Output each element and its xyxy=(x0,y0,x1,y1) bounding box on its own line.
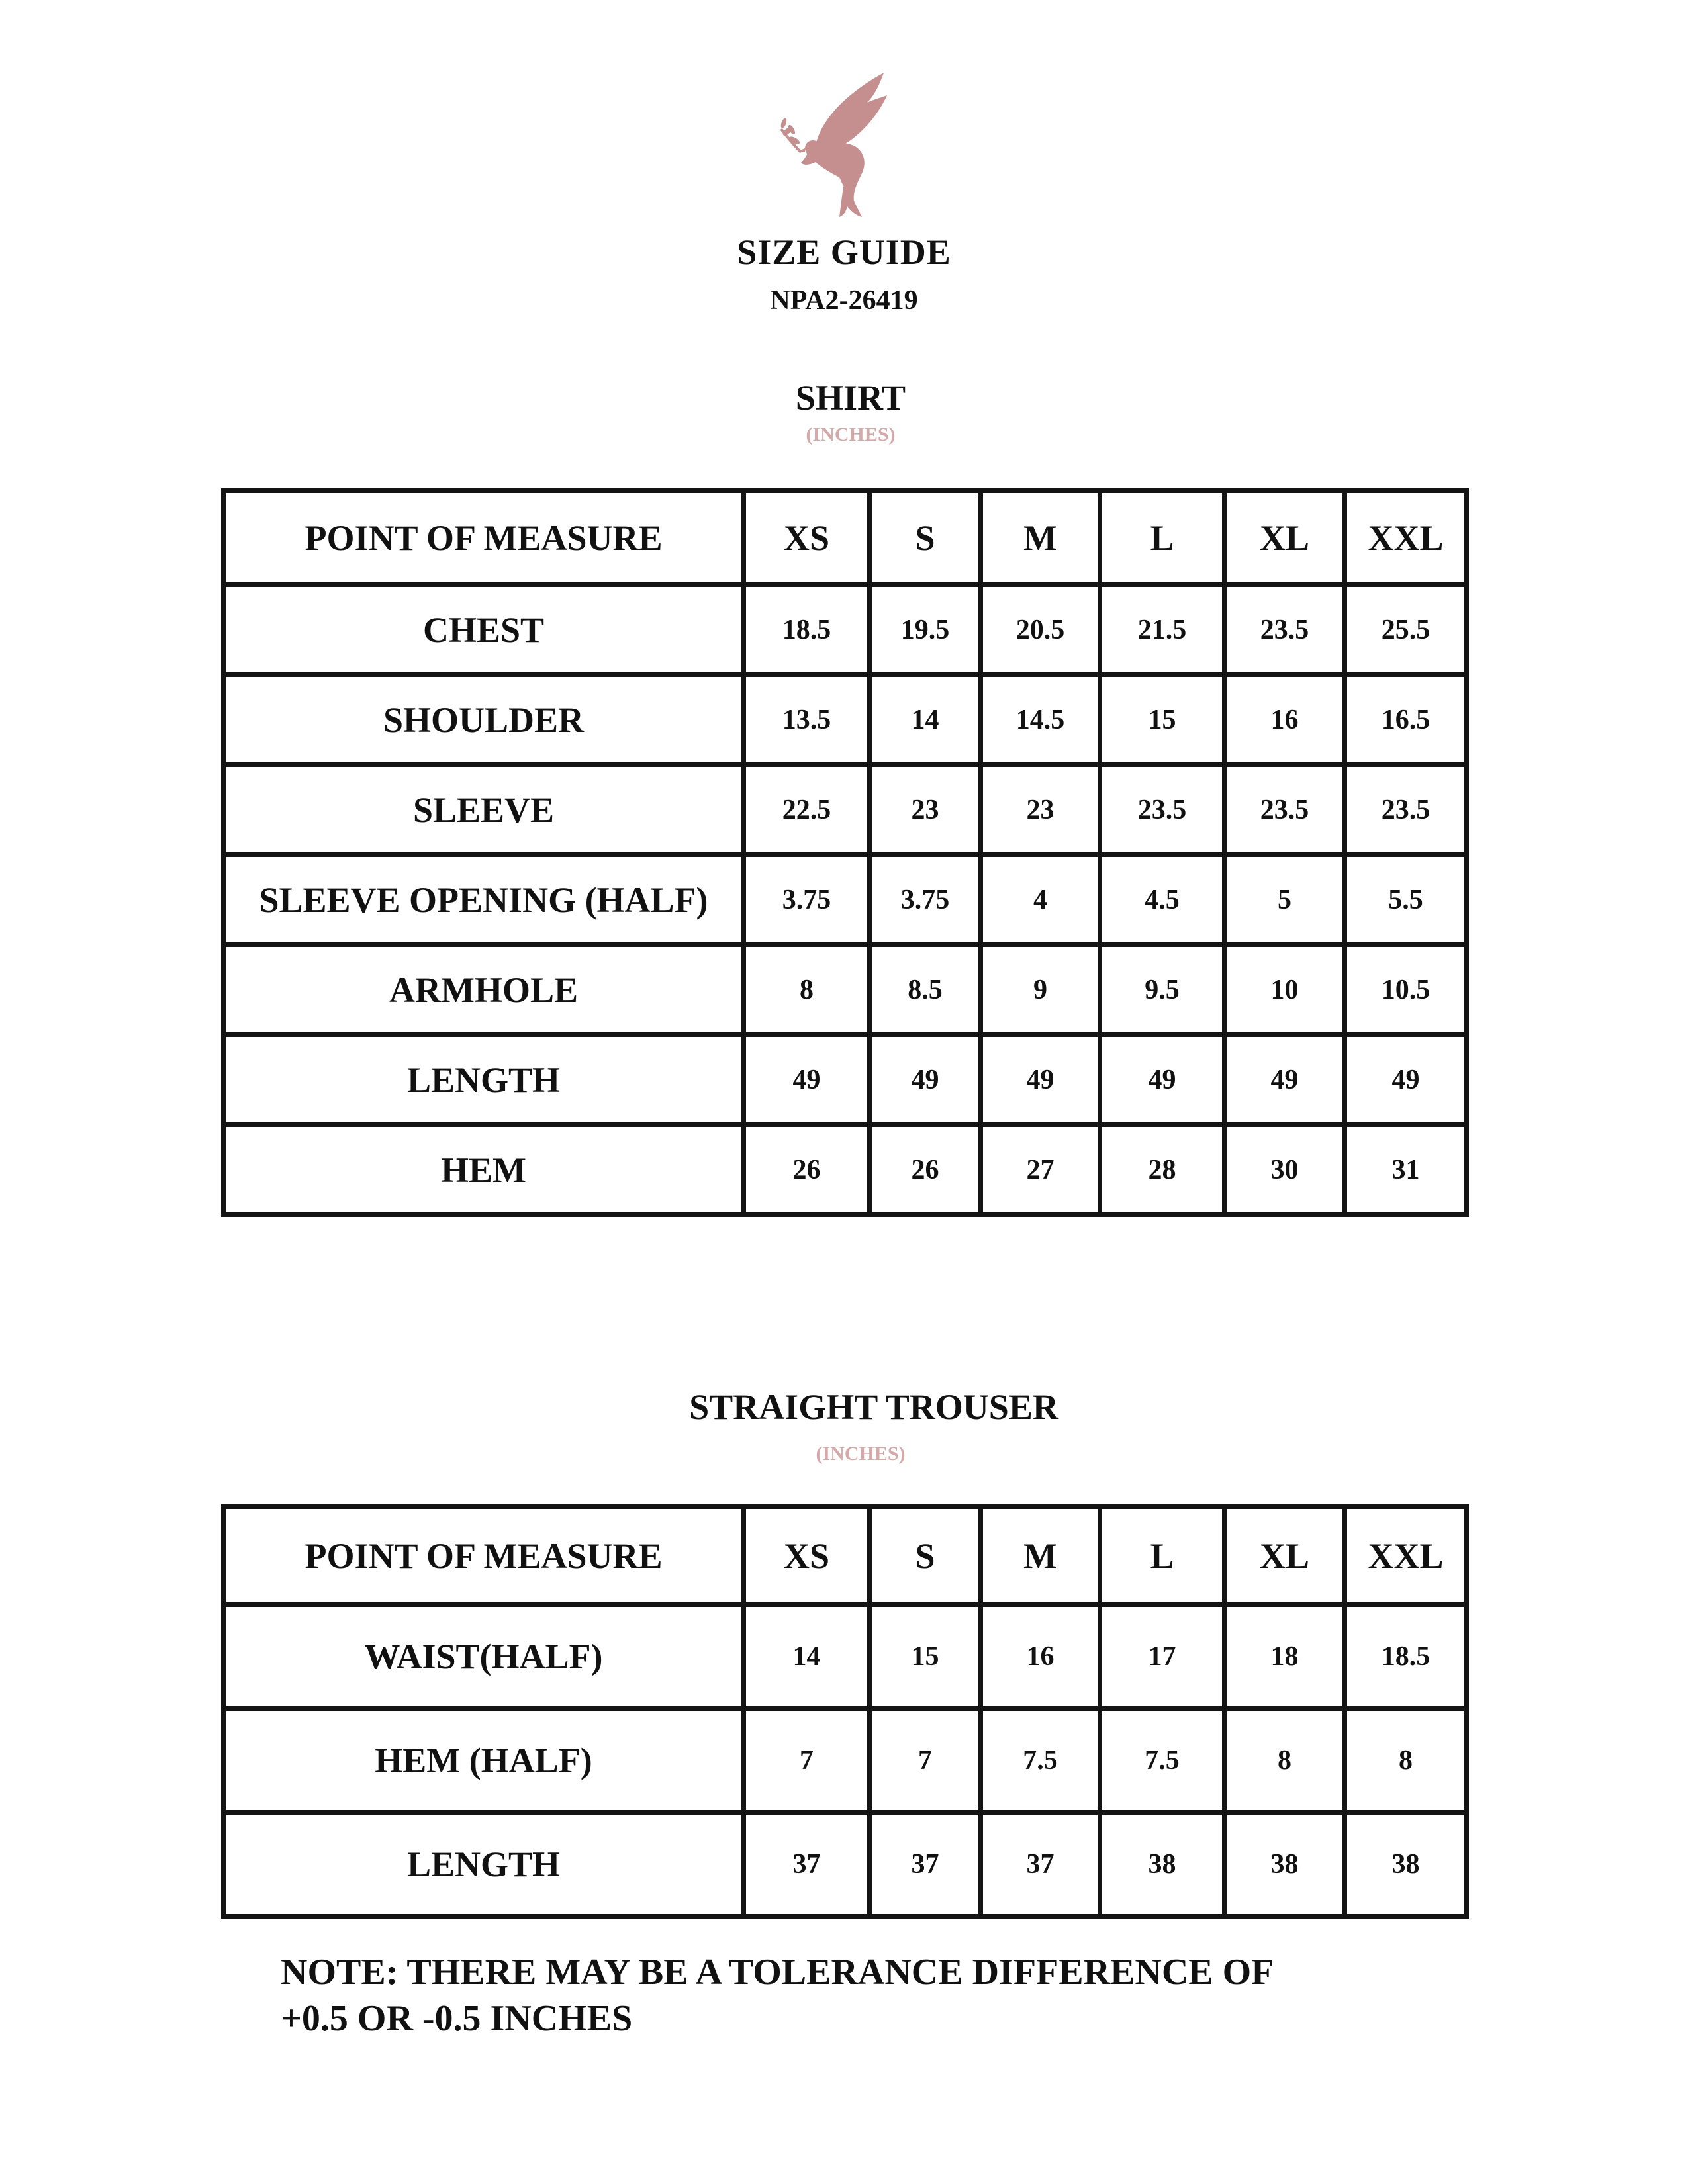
measure-value: 15 xyxy=(1100,675,1225,765)
table-row xyxy=(224,945,1467,1035)
measure-value: 9.5 xyxy=(1100,945,1225,1035)
measure-value: 14 xyxy=(870,675,981,765)
column-header-size: XL xyxy=(1225,1507,1345,1605)
measure-label: HEM (HALF) xyxy=(224,1709,744,1813)
measure-value: 4 xyxy=(981,855,1100,945)
measure-value: 15 xyxy=(870,1605,981,1709)
shirt-size-table xyxy=(221,488,1469,1217)
column-header-size: L xyxy=(1100,1507,1225,1605)
table-header-row xyxy=(224,491,1467,585)
dove-with-olive-branch-icon xyxy=(774,66,907,218)
column-header-size: L xyxy=(1100,491,1225,585)
measure-value: 21.5 xyxy=(1100,585,1225,675)
measure-value: 23.5 xyxy=(1225,765,1345,855)
table-row xyxy=(224,675,1467,765)
measure-value: 37 xyxy=(981,1813,1100,1917)
measure-value: 16 xyxy=(981,1605,1100,1709)
measure-value: 49 xyxy=(1345,1035,1467,1125)
column-header-size: M xyxy=(981,491,1100,585)
measure-value: 49 xyxy=(1225,1035,1345,1125)
measure-value: 23 xyxy=(981,765,1100,855)
measure-value: 26 xyxy=(870,1125,981,1215)
measure-value: 5.5 xyxy=(1345,855,1467,945)
measure-value: 27 xyxy=(981,1125,1100,1215)
measure-value: 31 xyxy=(1345,1125,1467,1215)
measure-value: 8 xyxy=(744,945,870,1035)
table-row xyxy=(224,1709,1467,1813)
measure-value: 17 xyxy=(1100,1605,1225,1709)
measure-value: 22.5 xyxy=(744,765,870,855)
tolerance-note xyxy=(281,1949,1538,2042)
measure-value: 13.5 xyxy=(744,675,870,765)
table-row xyxy=(224,855,1467,945)
measure-value: 25.5 xyxy=(1345,585,1467,675)
measure-value: 7.5 xyxy=(1100,1709,1225,1813)
column-header-size: M xyxy=(981,1507,1100,1605)
measure-value: 23.5 xyxy=(1100,765,1225,855)
measure-value: 49 xyxy=(744,1035,870,1125)
measure-value: 16.5 xyxy=(1345,675,1467,765)
measure-label: SLEEVE OPENING (HALF) xyxy=(224,855,744,945)
column-header-size: XL xyxy=(1225,491,1345,585)
measure-value: 8 xyxy=(1345,1709,1467,1813)
measure-value: 38 xyxy=(1100,1813,1225,1917)
measure-value: 8 xyxy=(1225,1709,1345,1813)
measure-value: 5 xyxy=(1225,855,1345,945)
trouser-section-title: STRAIGHT TROUSER xyxy=(689,1387,1058,1427)
measure-value: 18 xyxy=(1225,1605,1345,1709)
measure-value: 14 xyxy=(744,1605,870,1709)
page-title: SIZE GUIDE xyxy=(737,232,951,272)
measure-value: 23.5 xyxy=(1225,585,1345,675)
measure-value: 14.5 xyxy=(981,675,1100,765)
measure-label: SHOULDER xyxy=(224,675,744,765)
table-row xyxy=(224,1125,1467,1215)
measure-value: 7 xyxy=(870,1709,981,1813)
measure-value: 8.5 xyxy=(870,945,981,1035)
column-header-point-of-measure: POINT OF MEASURE xyxy=(224,491,744,585)
measure-value: 37 xyxy=(744,1813,870,1917)
measure-value: 9 xyxy=(981,945,1100,1035)
shirt-section-title: SHIRT xyxy=(795,378,906,418)
measure-label: ARMHOLE xyxy=(224,945,744,1035)
measure-label: LENGTH xyxy=(224,1035,744,1125)
shirt-unit-label: (INCHES) xyxy=(806,424,896,445)
measure-value: 20.5 xyxy=(981,585,1100,675)
measure-value: 18.5 xyxy=(1345,1605,1467,1709)
trouser-size-table xyxy=(221,1504,1469,1919)
measure-value: 30 xyxy=(1225,1125,1345,1215)
measure-value: 3.75 xyxy=(870,855,981,945)
column-header-point-of-measure: POINT OF MEASURE xyxy=(224,1507,744,1605)
measure-value: 49 xyxy=(981,1035,1100,1125)
measure-value: 38 xyxy=(1345,1813,1467,1917)
measure-value: 7.5 xyxy=(981,1709,1100,1813)
column-header-size: S xyxy=(870,1507,981,1605)
measure-value: 49 xyxy=(870,1035,981,1125)
table-row xyxy=(224,1813,1467,1917)
column-header-size: XS xyxy=(744,491,870,585)
column-header-size: XXL xyxy=(1345,1507,1467,1605)
measure-value: 10 xyxy=(1225,945,1345,1035)
measure-value: 28 xyxy=(1100,1125,1225,1215)
measure-value: 23.5 xyxy=(1345,765,1467,855)
column-header-size: XS xyxy=(744,1507,870,1605)
table-row xyxy=(224,1035,1467,1125)
measure-label: LENGTH xyxy=(224,1813,744,1917)
tolerance-note-line-1: NOTE: THERE MAY BE A TOLERANCE DIFFERENCE OF xyxy=(281,1952,1274,1993)
measure-value: 26 xyxy=(744,1125,870,1215)
measure-value: 4.5 xyxy=(1100,855,1225,945)
measure-value: 16 xyxy=(1225,675,1345,765)
tolerance-note-line-2: +0.5 OR -0.5 INCHES xyxy=(281,1998,633,2039)
measure-value: 10.5 xyxy=(1345,945,1467,1035)
table-row xyxy=(224,585,1467,675)
measure-value: 3.75 xyxy=(744,855,870,945)
column-header-size: XXL xyxy=(1345,491,1467,585)
measure-value: 23 xyxy=(870,765,981,855)
measure-label: SLEEVE xyxy=(224,765,744,855)
measure-value: 18.5 xyxy=(744,585,870,675)
measure-label: HEM xyxy=(224,1125,744,1215)
measure-value: 19.5 xyxy=(870,585,981,675)
table-row xyxy=(224,765,1467,855)
measure-value: 49 xyxy=(1100,1035,1225,1125)
measure-label: CHEST xyxy=(224,585,744,675)
measure-value: 37 xyxy=(870,1813,981,1917)
measure-label: WAIST(HALF) xyxy=(224,1605,744,1709)
style-code: NPA2-26419 xyxy=(770,285,918,316)
table-row xyxy=(224,1605,1467,1709)
table-header-row xyxy=(224,1507,1467,1605)
measure-value: 38 xyxy=(1225,1813,1345,1917)
measure-value: 7 xyxy=(744,1709,870,1813)
column-header-size: S xyxy=(870,491,981,585)
trouser-unit-label: (INCHES) xyxy=(816,1443,906,1465)
